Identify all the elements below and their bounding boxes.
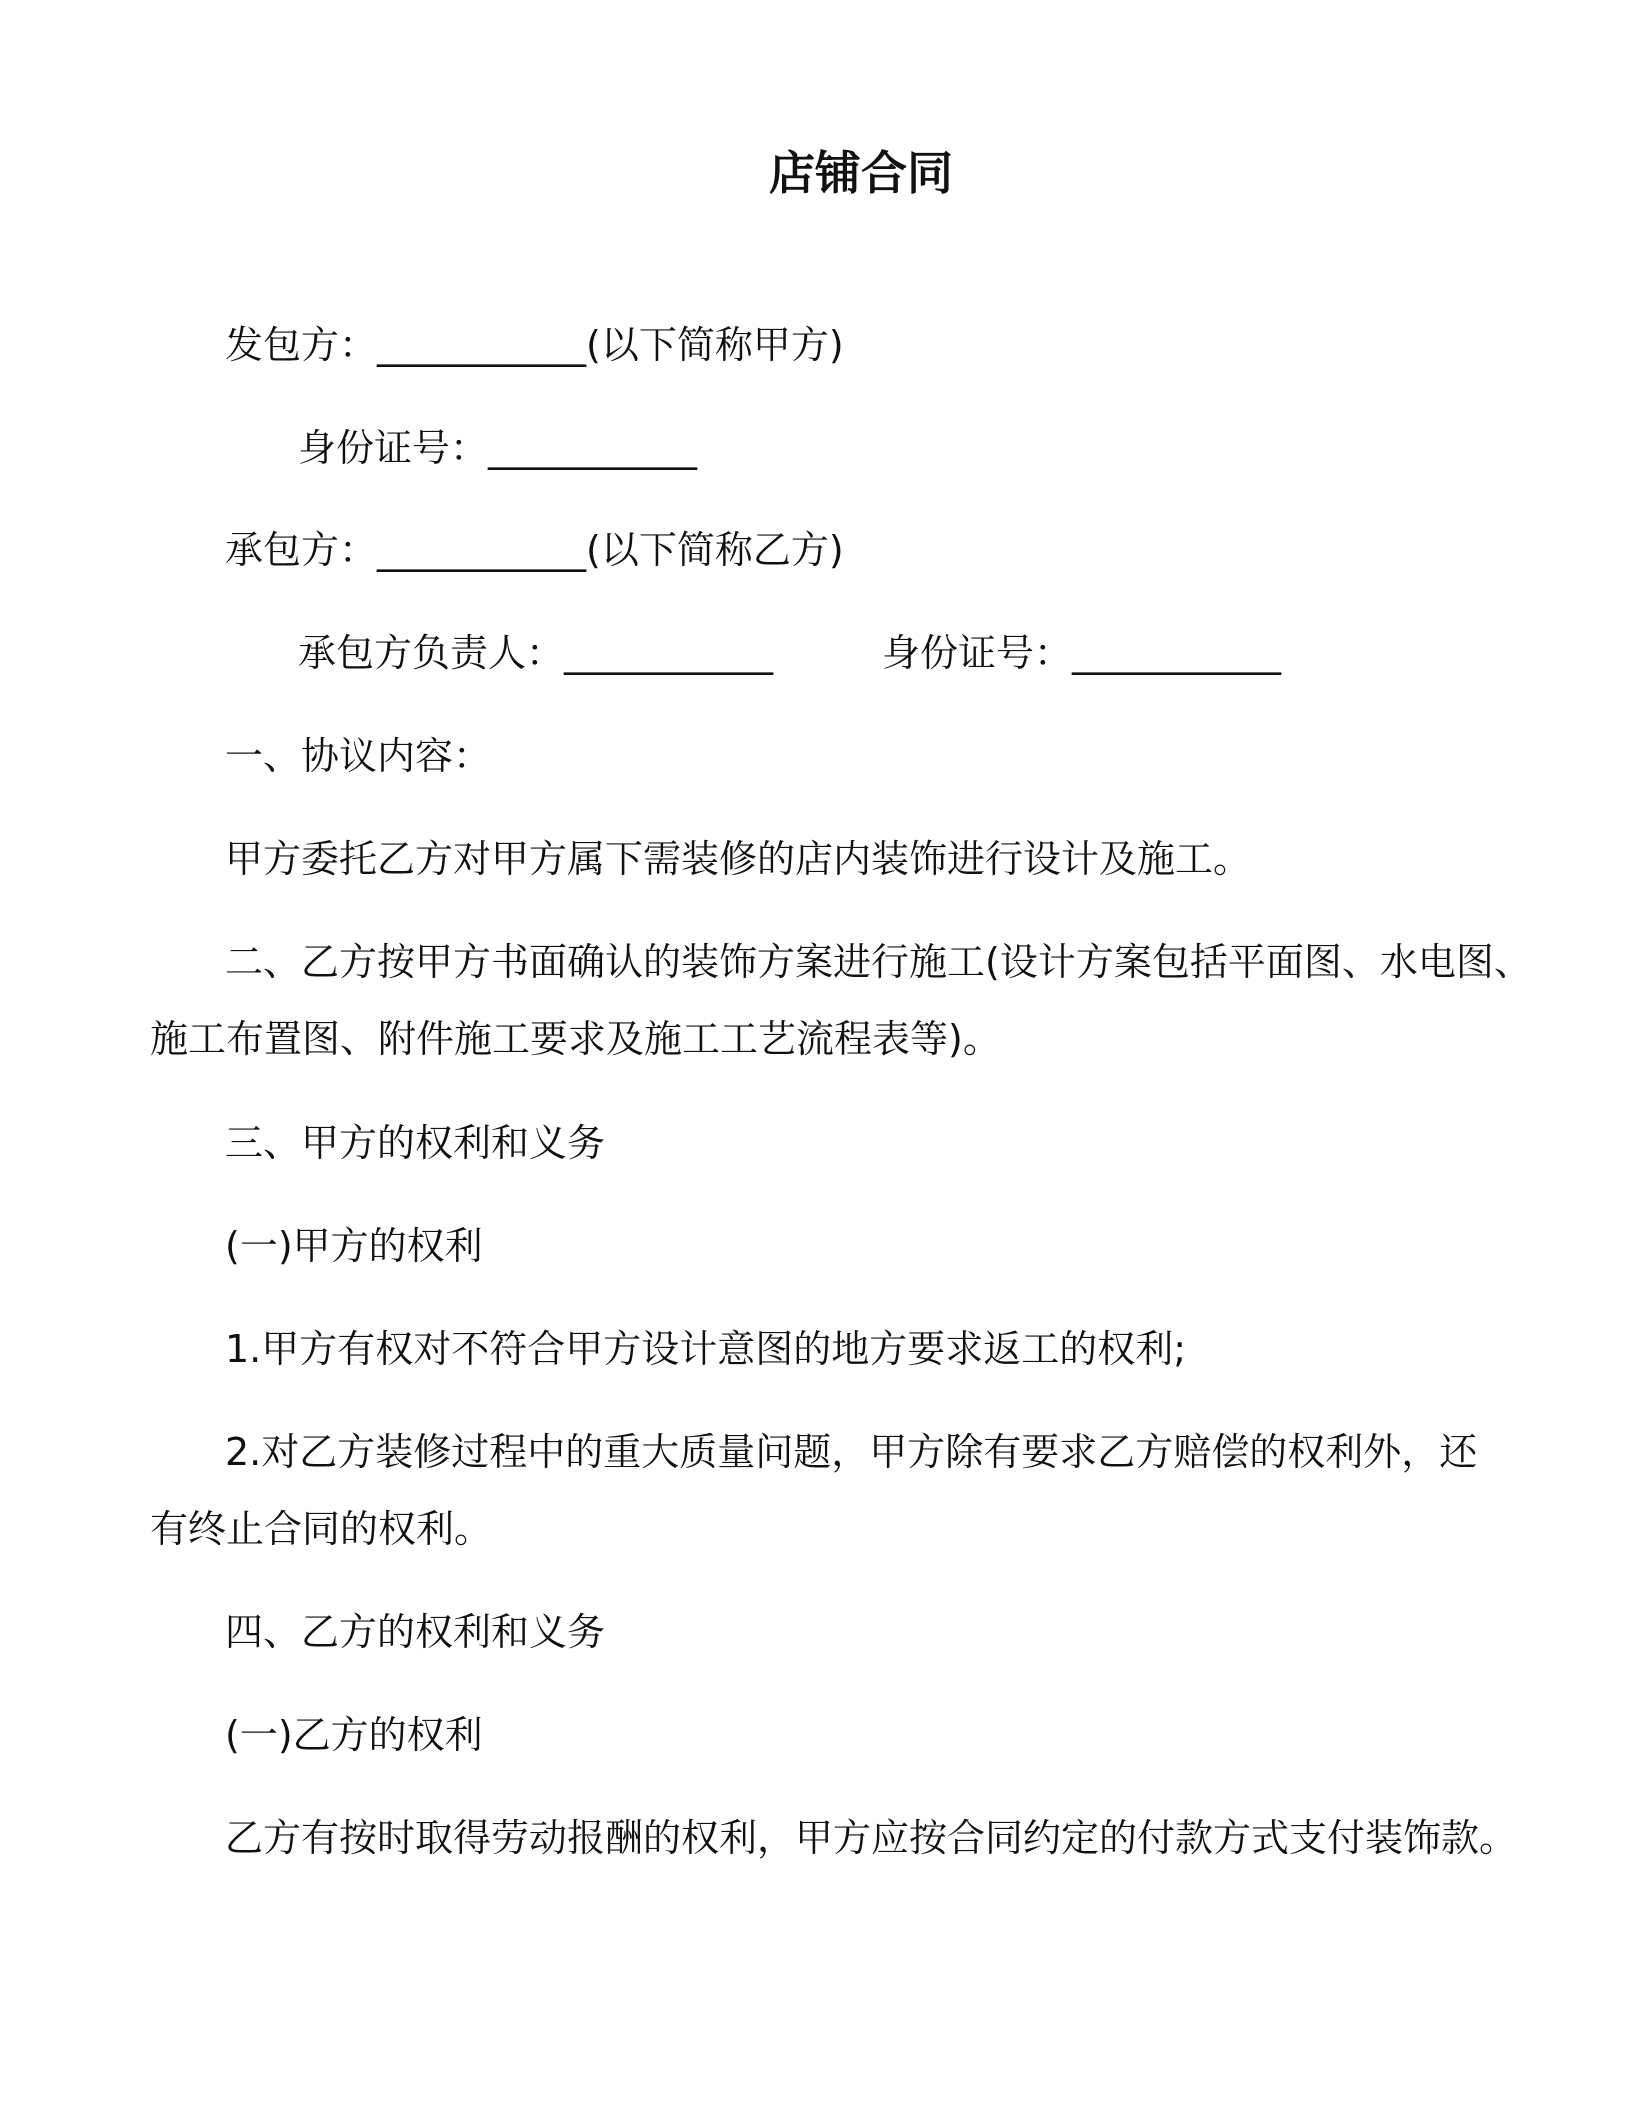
section4-body: 乙方有按时取得劳动报酬的权利，甲方应按合同约定的付款方式支付装饰款。: [225, 1816, 1518, 1860]
party-a-id-line: 身份证号：___________: [298, 426, 698, 470]
section4-subheading: (一)乙方的权利: [225, 1713, 483, 1757]
section1-body: 甲方委托乙方对甲方属下需装修的店内装饰进行设计及施工。: [225, 837, 1252, 881]
section2-line1: 二、乙方按甲方书面确认的装饰方案进行施工(设计方案包括平面图、水电图、: [225, 940, 1532, 984]
section1-heading: 一、协议内容：: [225, 734, 492, 778]
document-title: 店铺合同: [769, 146, 953, 200]
section3-subheading: (一)甲方的权利: [225, 1224, 483, 1268]
section3-item2-line1: 2.对乙方装修过程中的重大质量问题，甲方除有要求乙方赔偿的权利外，还: [225, 1430, 1478, 1474]
section3-item1: 1.甲方有权对不符合甲方设计意图的地方要求返工的权利;: [225, 1327, 1187, 1371]
section2-line2: 施工布置图、附件施工要求及施工工艺流程表等)。: [150, 1017, 1001, 1061]
section3-heading: 三、甲方的权利和义务: [225, 1121, 606, 1165]
section4-heading: 四、乙方的权利和义务: [225, 1610, 606, 1654]
party-b-manager-line: 承包方负责人：___________: [298, 631, 774, 675]
party-b-line: 承包方：___________(以下简称乙方): [225, 528, 844, 572]
section3-item2-line2: 有终止合同的权利。: [150, 1507, 493, 1551]
party-a-line: 发包方：___________(以下简称甲方): [225, 323, 844, 367]
party-b-manager-id-line: 身份证号：___________: [882, 631, 1282, 675]
